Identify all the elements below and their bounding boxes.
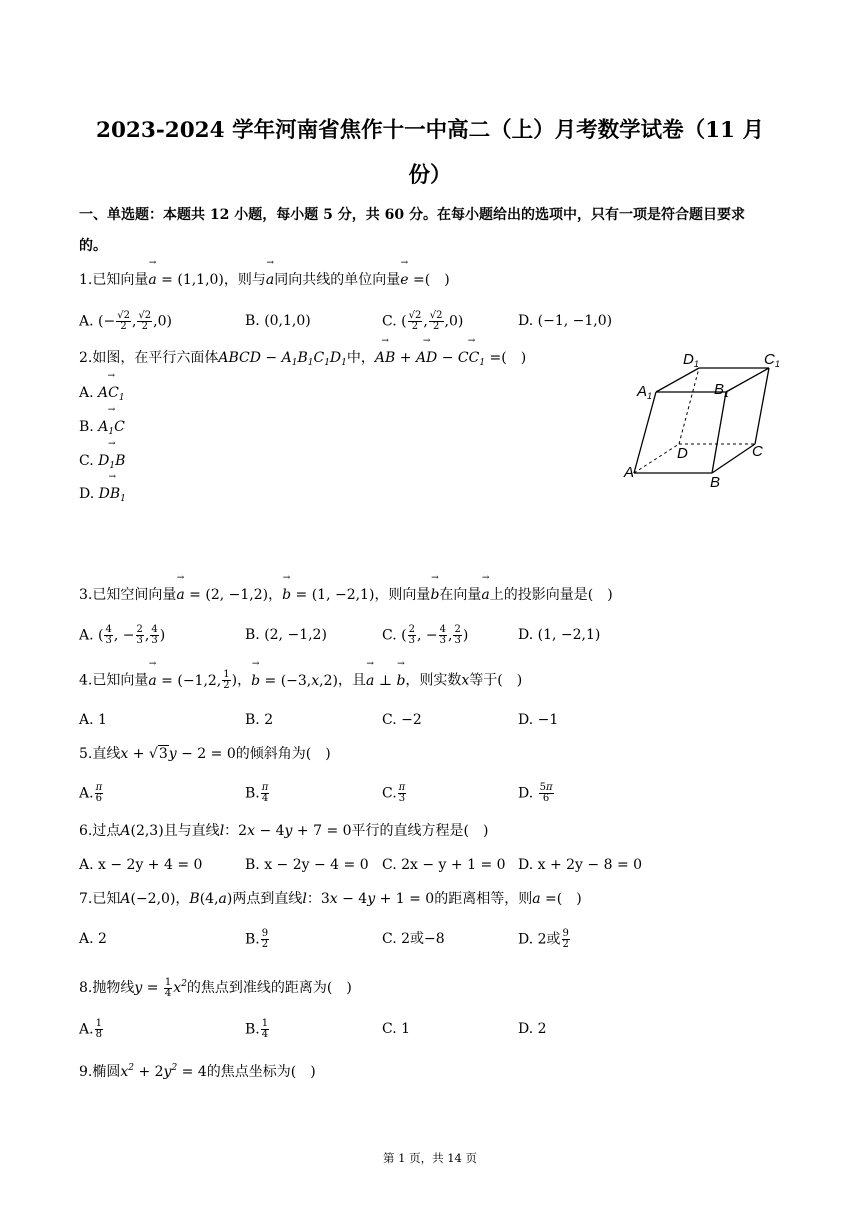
question-4-option-d: D. −1 bbox=[518, 712, 559, 728]
question-5-stem: 5.直线x + √3y − 2 = 0的倾斜角为( ) bbox=[79, 746, 331, 762]
parallelepiped-figure bbox=[622, 348, 787, 493]
question-3-option-d: D. (1, −2,1) bbox=[518, 627, 601, 643]
question-3-option-a: A. ( $\frac{4}{3}$ , − $\frac{2}{3}$ , $\frac{4}{3}$ ) bbox=[79, 624, 166, 646]
label-c: C bbox=[752, 443, 763, 460]
question-5-option-c: C. $\frac{\pi}{3}$ bbox=[382, 782, 406, 804]
section-heading-line2: 的。 bbox=[79, 238, 107, 254]
question-3-option-b: B. (2, −1,2) bbox=[245, 627, 327, 643]
question-1-option-b: B. (0,1,0) bbox=[245, 313, 311, 329]
question-6-option-a: A. x − 2y + 4 = 0 bbox=[79, 857, 203, 873]
question-1-option-d: D. (−1, −1,0) bbox=[518, 313, 613, 329]
question-9-stem: 9.椭圆$x^2 + 2y^2 = 4$的焦点坐标为( ) bbox=[79, 1063, 316, 1080]
question-8-option-d: D. 2 bbox=[518, 1021, 547, 1037]
question-7-option-a: A. 2 bbox=[79, 931, 107, 947]
question-5-option-a: A. $\frac{\pi}{6}$ bbox=[79, 782, 103, 804]
question-1-stem: 1.已知向量→ a = (1,1,0)，则与→ a同向共线的单位向量→ e =( ) bbox=[79, 270, 450, 290]
question-7-stem: 7.已知A(−2,0)，B(4,a)两点到直线l：3x − 4y + 1 = 0的距离相等，则a =( ) bbox=[79, 891, 582, 907]
page-footer: 第 1 页，共 14 页 bbox=[382, 1151, 478, 1165]
question-7-option-c: C. 2或−8 bbox=[382, 931, 445, 947]
question-3-option-c: C. ( $\frac{2}{3}$ , − $\frac{4}{3}$ , $\frac{2}{3}$ ) bbox=[382, 624, 469, 646]
question-6-option-c: C. 2x − y + 1 = 0 bbox=[382, 857, 506, 873]
question-3-stem: 3.已知空间向量→ a = (2, −1,2)，→ b = (1, −2,1)，则向量→ b在向量→ a上的投影向量是( ) bbox=[79, 585, 613, 605]
question-8-option-c: C. 1 bbox=[382, 1021, 411, 1037]
label-a1: $A_1$ bbox=[637, 383, 653, 401]
question-6-option-b: B. x − 2y − 4 = 0 bbox=[245, 857, 369, 873]
question-6-option-d: D. x + 2y − 8 = 0 bbox=[518, 857, 643, 873]
question-7-option-d: D. 2或 $\frac{9}{2}$ bbox=[518, 928, 569, 950]
question-1-option-a: A. (− $\frac{√2}{2}$ , $\frac{√2}{2}$ ,0) bbox=[79, 310, 172, 332]
question-8-stem: 8.抛物线y = $\frac{1}{4}$ $x^2$的焦点到准线的距离为( ) bbox=[79, 976, 352, 999]
question-5-option-b: B. $\frac{\pi}{4}$ bbox=[245, 782, 269, 804]
question-2-option-c: C. → $D_1B$ bbox=[79, 451, 125, 476]
section-heading-line1: 一、单选题：本题共 12 小题，每小题 5 分，共 60 分。在每小题给出的选项中，只有一项是符合题目要求 bbox=[79, 207, 745, 223]
question-6-stem: 6.过点A(2,3)且与直线l：2x − 4y + 7 = 0平行的直线方程是( ) bbox=[79, 823, 489, 839]
question-7-option-b: B. $\frac{9}{2}$ bbox=[245, 928, 269, 950]
exam-title-line2: 份） bbox=[408, 163, 452, 188]
exam-title-line1: 2023-2024 学年河南省焦作十一中高二（上）月考数学试卷（11 月 bbox=[96, 118, 764, 143]
question-2-option-d: D. → $DB_1$ bbox=[79, 484, 126, 509]
question-8-option-b: B. $\frac{1}{4}$ bbox=[245, 1018, 269, 1040]
label-d1: $D_1$ bbox=[683, 351, 699, 369]
question-5-option-d: D. $\frac{5\pi}{6}$ bbox=[518, 782, 553, 804]
label-c1: $C_1$ bbox=[764, 351, 780, 369]
question-1-option-c: C. ( $\frac{√2}{2}$ , $\frac{√2}{2}$ ,0) bbox=[382, 310, 464, 332]
question-2-option-a: A. → $AC_1$ bbox=[79, 383, 125, 408]
question-4-option-b: B. 2 bbox=[245, 712, 274, 728]
question-2-stem: 2.如图，在平行六面体ABCD − $A_1B_1C_1D_1$中，→ AB + → AD − → $CC_1$ =( ) bbox=[79, 348, 526, 373]
label-d: D bbox=[677, 445, 688, 462]
question-8-option-a: A. $\frac{1}{8}$ bbox=[79, 1018, 102, 1040]
label-a: A bbox=[624, 464, 635, 481]
question-4-option-a: A. 1 bbox=[79, 712, 107, 728]
label-b: B bbox=[710, 474, 721, 491]
label-b1: $B_1$ bbox=[714, 381, 730, 399]
question-2-option-b: B. → $A_1C$ bbox=[79, 417, 125, 442]
question-4-option-c: C. −2 bbox=[382, 712, 422, 728]
question-4-stem: 4.已知向量→ a = (−1,2, $\frac{1}{2}$ )，→ b = (−3,x,2)，且→ a ⊥ → b，则实数x等于( ) bbox=[79, 670, 522, 691]
